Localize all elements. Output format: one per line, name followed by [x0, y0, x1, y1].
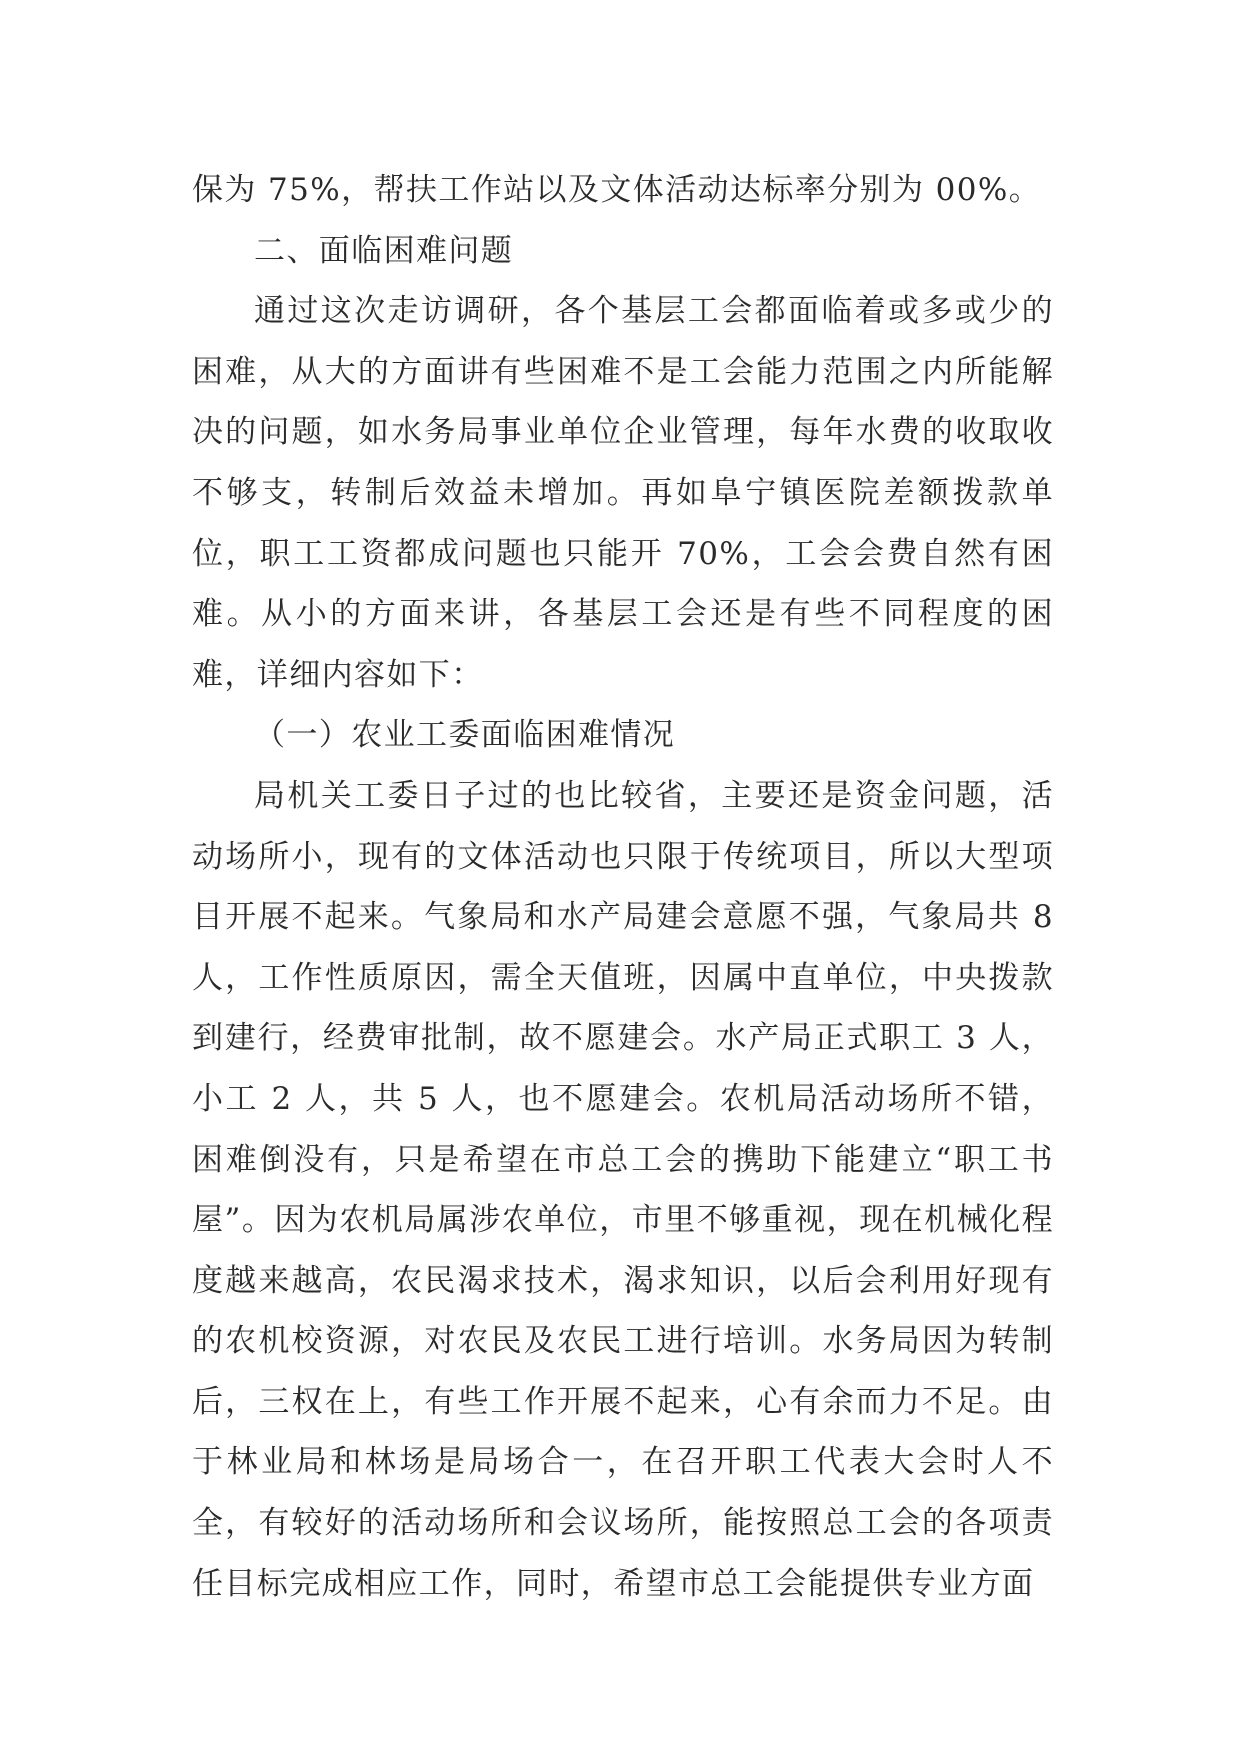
document-body — [192, 160, 1054, 1614]
section-heading-difficulties: 二、面临困难问题 — [254, 232, 514, 269]
paragraph-continuation: 保为 75%，帮扶工作站以及文体活动达标率分别为 00%。 — [192, 172, 1042, 208]
subsection-heading-agriculture: （一）农业工委面临困难情况 — [254, 717, 676, 754]
paragraph-agriculture-details: 局机关工委日子过的也比较省，主要还是资金问题，活动场所小，现有的文体活动也只限于传统项目，所以大型项目开展不起来。气象局和水产局建会意愿不强，气象局共 8 人，工作性质原因，需全天值班，因属中直单位，中央拨款到建行，经费审批制，故不愿建会。水产局正式职工 3 人，小工 2 人，共 5 人，也不愿建会。农机局活动场所不错，困难倒没有，只是希望在市总工会的携助下能建立“职工书屋”。因为农机局属涉农单位，市里不够重视，现在机械化程度越来越高，农民渴求技术，渴求知识，以后会利用好现有的农机校资源，对农民及农民工进行培训。水务局因为转制后，三权在上，有些工作开展不起来，心有余而力不足。由于林业局和林场是局场合一，在召开职工代表大会时人不全，有较好的活动场所和会议场所，能按照总工会的各项责任目标完成相应工作，同时，希望市总工会能提供专业方面 — [192, 777, 1054, 1602]
paragraph-survey-overview: 通过这次走访调研，各个基层工会都面临着或多或少的困难，从大的方面讲有些困难不是工会能力范围之内所能解决的问题，如水务局事业单位企业管理，每年水费的收取收不够支，转制后效益未增加。再如阜宁镇医院差额拨款单位，职工工资都成问题也只能开 70%，工会会费自然有困难。从小的方面来讲，各基层工会还是有些不同程度的困难，详细内容如下： — [192, 293, 1054, 693]
